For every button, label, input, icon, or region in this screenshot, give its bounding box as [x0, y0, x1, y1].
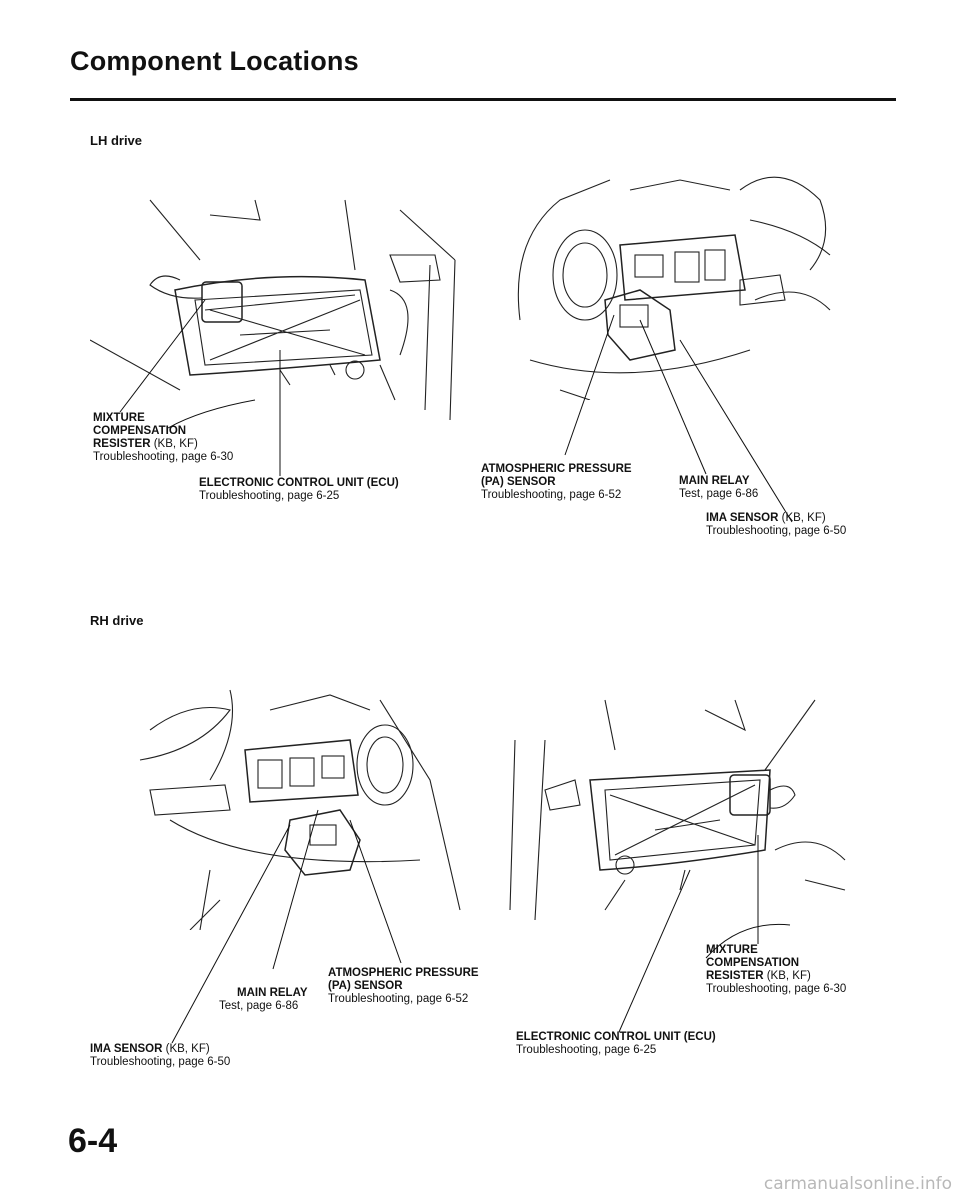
section-heading-rh: RH drive: [90, 613, 144, 628]
rh-mixture-resister-label: MIXTURE COMPENSATION RESISTER (KB, KF) Troubleshooting, page 6-30: [706, 944, 847, 995]
watermark: carmanualsonline.info: [763, 1174, 952, 1194]
rh-pa-sensor-label: ATMOSPHERIC PRESSURE (PA) SENSOR Troubleshooting, page 6-52: [328, 967, 479, 1005]
rh-ecu-label: ELECTRONIC CONTROL UNIT (ECU) Troubleshooting, page 6-25: [516, 1031, 716, 1056]
lh-mixture-resister-label: MIXTURE COMPENSATION RESISTER (KB, KF) Troubleshooting, page 6-30: [93, 412, 234, 463]
page-number: 6-4: [68, 1122, 118, 1160]
lh-ecu-label: ELECTRONIC CONTROL UNIT (ECU) Troubleshooting, page 6-25: [199, 477, 399, 502]
lh-pa-sensor-label: ATMOSPHERIC PRESSURE (PA) SENSOR Troubleshooting, page 6-52: [481, 463, 632, 501]
lh-ima-sensor-label: IMA SENSOR (KB, KF) Troubleshooting, page 6-50: [706, 512, 847, 537]
rh-ima-sensor-label: IMA SENSOR (KB, KF) Troubleshooting, page 6-50: [90, 1043, 231, 1068]
page-title: Component Locations: [70, 46, 359, 76]
rh-main-relay-label: MAIN RELAY Test, page 6-86: [219, 987, 308, 1012]
lh-main-relay-label: MAIN RELAY Test, page 6-86: [679, 475, 759, 500]
section-heading-lh: LH drive: [90, 133, 143, 148]
